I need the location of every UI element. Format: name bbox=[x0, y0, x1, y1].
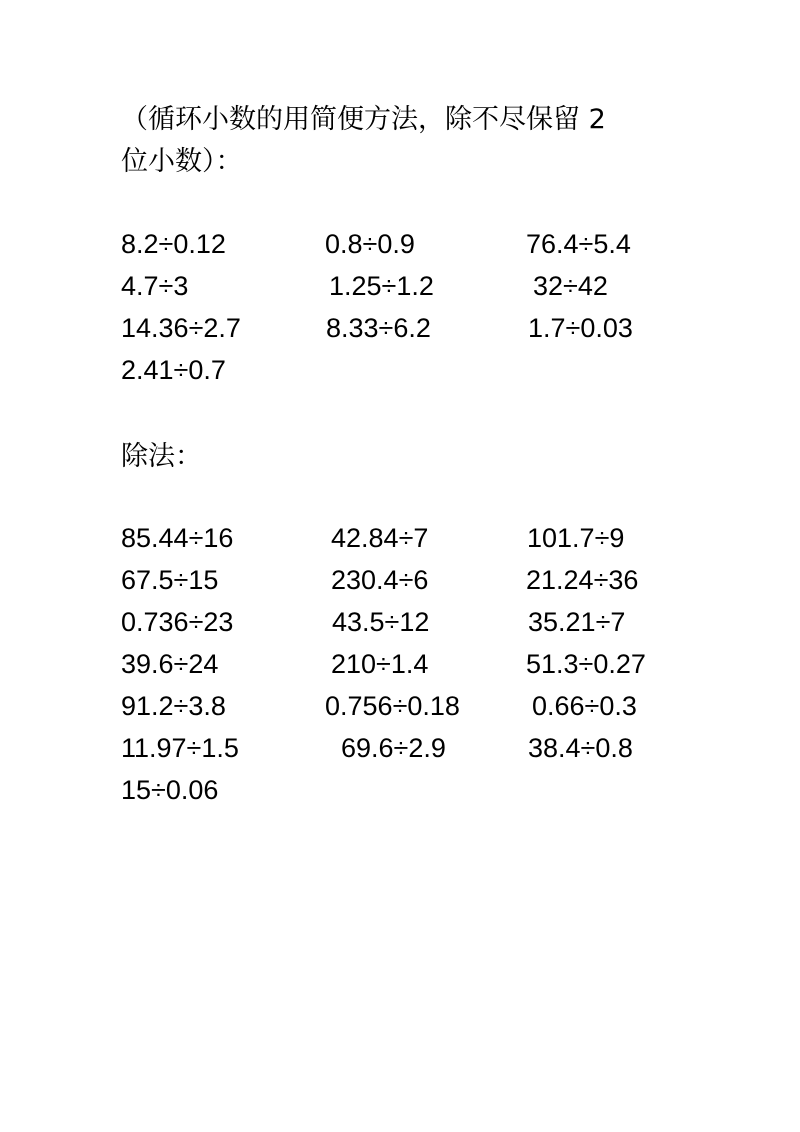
section1-heading-line1: （循环小数的用简便方法，除不尽保留 2 bbox=[121, 104, 606, 135]
division-problem: 2.41÷0.7 bbox=[121, 355, 226, 385]
section1-heading-line2: 位小数）： bbox=[121, 146, 243, 177]
division-problem: 0.8÷0.9 bbox=[325, 229, 415, 259]
division-problem: 101.7÷9 bbox=[527, 523, 625, 553]
division-problem: 8.33÷6.2 bbox=[326, 313, 431, 343]
division-problem: 1.25÷1.2 bbox=[329, 271, 434, 301]
division-problem: 0.66÷0.3 bbox=[532, 691, 637, 721]
division-problem: 35.21÷7 bbox=[528, 607, 626, 637]
division-problem: 4.7÷3 bbox=[121, 271, 189, 301]
division-problem: 43.5÷12 bbox=[332, 607, 430, 637]
division-problem: 42.84÷7 bbox=[331, 523, 429, 553]
division-problem: 76.4÷5.4 bbox=[526, 229, 631, 259]
division-problem: 8.2÷0.12 bbox=[121, 229, 226, 259]
section2-heading: 除法： bbox=[121, 441, 202, 472]
division-problem: 51.3÷0.27 bbox=[526, 649, 646, 679]
division-problem: 67.5÷15 bbox=[121, 565, 219, 595]
division-problem: 21.24÷36 bbox=[526, 565, 639, 595]
division-problem: 91.2÷3.8 bbox=[121, 691, 226, 721]
division-problem: 85.44÷16 bbox=[121, 523, 234, 553]
division-problem: 32÷42 bbox=[533, 271, 608, 301]
division-problem: 11.97÷1.5 bbox=[121, 733, 239, 763]
division-problem: 1.7÷0.03 bbox=[528, 313, 633, 343]
division-problem: 0.756÷0.18 bbox=[325, 691, 460, 721]
division-problem: 69.6÷2.9 bbox=[341, 733, 446, 763]
division-problem: 230.4÷6 bbox=[331, 565, 429, 595]
division-problem: 38.4÷0.8 bbox=[528, 733, 633, 763]
division-problem: 15÷0.06 bbox=[121, 775, 219, 805]
division-problem: 39.6÷24 bbox=[121, 649, 219, 679]
division-problem: 14.36÷2.7 bbox=[121, 313, 241, 343]
division-problem: 210÷1.4 bbox=[331, 649, 429, 679]
division-problem: 0.736÷23 bbox=[121, 607, 234, 637]
